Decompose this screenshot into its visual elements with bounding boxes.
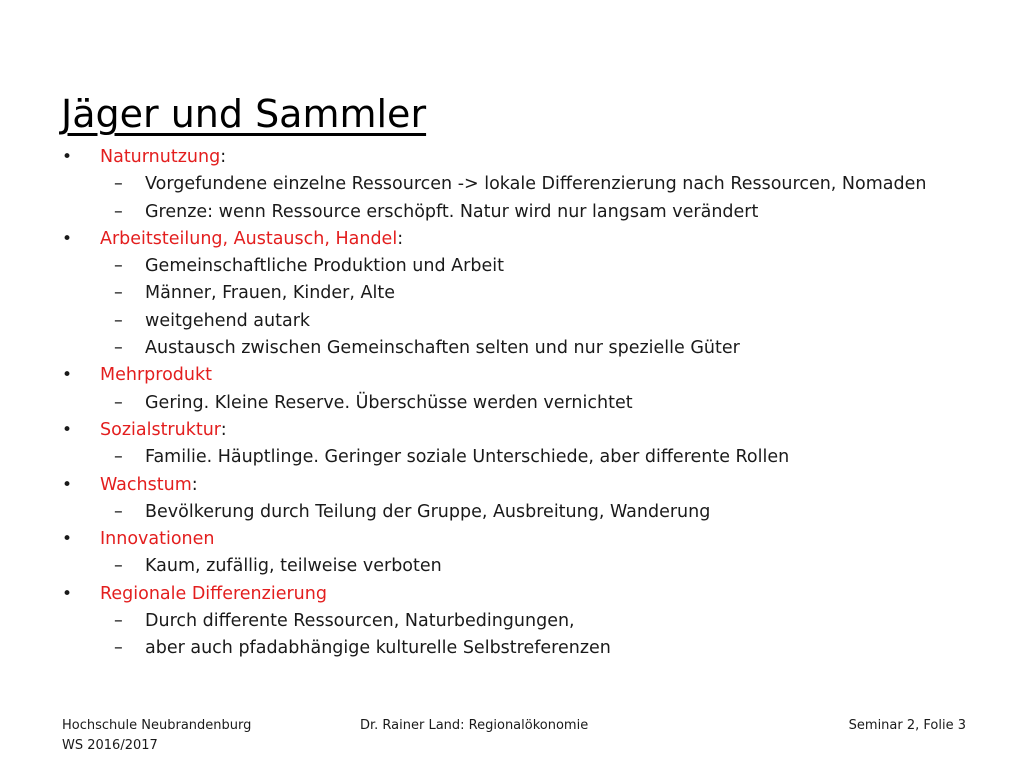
section-heading-label: Sozialstruktur <box>100 419 221 440</box>
dash-icon: – <box>114 447 123 468</box>
section-heading <box>0 472 1024 499</box>
sub-item-text: aber auch pfadabhängige kulturelle Selbstreferenzen <box>145 638 611 659</box>
footer-semester: WS 2016/2017 <box>62 738 158 753</box>
section-heading-text <box>100 362 212 389</box>
bullet-icon: • <box>62 474 73 495</box>
dash-icon: – <box>114 556 123 577</box>
sub-item-text: Grenze: wenn Ressource erschöpft. Natur wird nur langsam verändert <box>145 201 759 222</box>
section-heading-label: Regionale Differenzierung <box>100 583 327 604</box>
bullet-list <box>0 144 1024 663</box>
dash-icon: – <box>114 256 123 277</box>
sub-item <box>0 444 1024 471</box>
dash-icon: – <box>114 201 123 222</box>
section-heading-label: Arbeitsteilung, Austausch, Handel <box>100 228 398 249</box>
sub-item-text: Gemeinschaftliche Produktion und Arbeit <box>145 256 504 277</box>
bullet-icon: • <box>62 419 73 440</box>
section-heading-text <box>100 226 403 253</box>
sub-item <box>0 335 1024 362</box>
section-heading-suffix: : <box>191 474 198 495</box>
dash-icon: – <box>114 338 123 359</box>
section-heading <box>0 581 1024 608</box>
sub-item <box>0 499 1024 526</box>
sub-item-text: Gering. Kleine Reserve. Überschüsse werden vernichtet <box>145 392 633 413</box>
sub-item <box>0 253 1024 280</box>
sub-item <box>0 553 1024 580</box>
bullet-icon: • <box>62 583 73 604</box>
section-heading-label: Innovationen <box>100 529 215 550</box>
slide-title: Jäger und Sammler <box>61 92 427 137</box>
section-heading-suffix: : <box>220 419 227 440</box>
section-heading <box>0 144 1024 171</box>
sub-item <box>0 608 1024 635</box>
dash-icon: – <box>114 392 123 413</box>
dash-icon: – <box>114 638 123 659</box>
bullet-icon: • <box>62 529 73 550</box>
bullet-icon: • <box>62 147 73 167</box>
bullet-icon: • <box>62 365 73 386</box>
footer-author: Dr. Rainer Land: Regionalökonomie <box>360 718 589 733</box>
sub-item-text: Austausch zwischen Gemeinschaften selten und nur spezielle Güter <box>145 338 740 359</box>
sub-item-text: Bevölkerung durch Teilung der Gruppe, Ausbreitung, Wanderung <box>145 501 711 522</box>
bullet-icon: • <box>62 228 73 249</box>
sub-item <box>0 390 1024 417</box>
dash-icon: – <box>114 501 123 522</box>
section-heading <box>0 226 1024 253</box>
footer-institution-name: Hochschule Neubrandenburg <box>62 718 252 733</box>
section-heading-label: Naturnutzung <box>100 147 221 167</box>
sub-item-text: Familie. Häuptlinge. Geringer soziale Unterschiede, aber differente Rollen <box>145 447 790 468</box>
sub-item <box>0 199 1024 226</box>
sub-item-text: Durch differente Ressourcen, Naturbedingungen, <box>145 611 575 632</box>
section-heading <box>0 526 1024 553</box>
section-heading-text <box>100 144 226 171</box>
sub-item <box>0 171 1024 198</box>
section-heading-text <box>100 417 227 444</box>
section-heading-text <box>100 526 215 553</box>
footer-institution <box>62 716 251 756</box>
dash-icon: – <box>114 310 123 331</box>
dash-icon: – <box>114 283 123 304</box>
footer-slide-number: Seminar 2, Folie 3 <box>848 718 966 733</box>
dash-icon: – <box>114 174 123 195</box>
section-heading-suffix: : <box>397 228 404 249</box>
sub-item-text: Männer, Frauen, Kinder, Alte <box>145 283 395 304</box>
section-heading <box>0 362 1024 389</box>
sub-item <box>0 635 1024 662</box>
section-heading-suffix: : <box>220 147 227 167</box>
section-heading-label: Mehrprodukt <box>100 365 212 386</box>
section-heading-label: Wachstum <box>100 474 192 495</box>
section-heading-text <box>100 581 327 608</box>
sub-item-text: weitgehend autark <box>145 310 311 331</box>
dash-icon: – <box>114 611 123 632</box>
sub-item-text: Kaum, zufällig, teilweise verboten <box>145 556 442 577</box>
sub-item <box>0 308 1024 335</box>
section-heading-text <box>100 472 198 499</box>
section-heading <box>0 417 1024 444</box>
sub-item <box>0 280 1024 307</box>
sub-item-text: Vorgefundene einzelne Ressourcen -> lokale Differenzierung nach Ressourcen, Nomaden <box>145 174 927 195</box>
